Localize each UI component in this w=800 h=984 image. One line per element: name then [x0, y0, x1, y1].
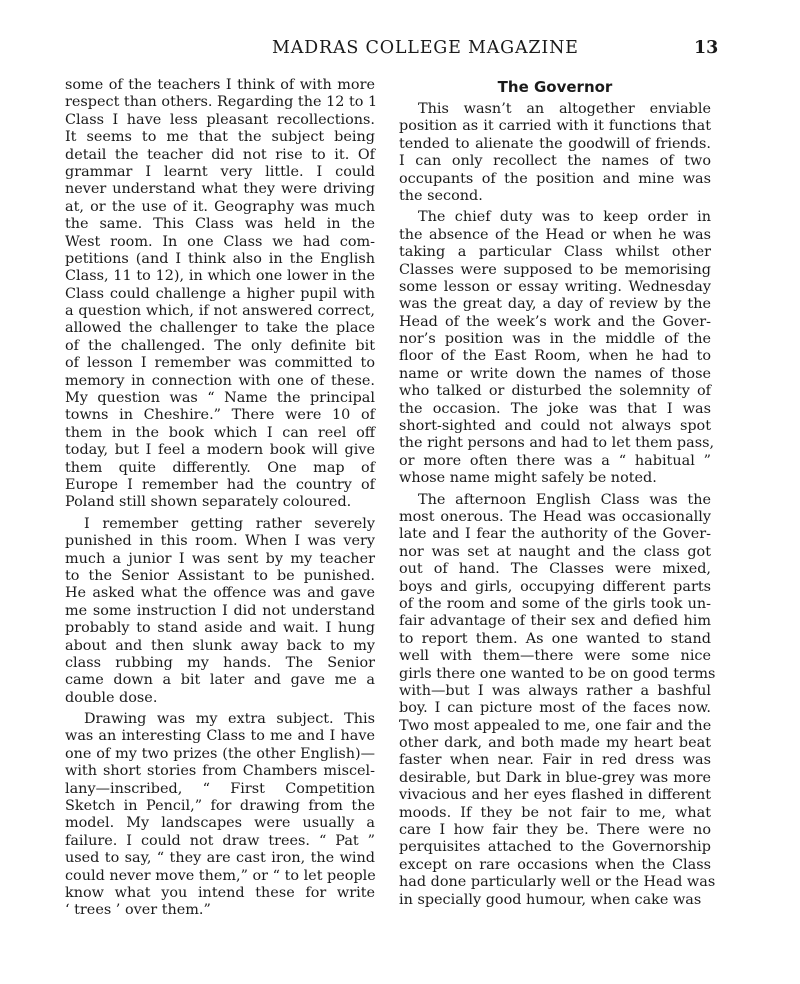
text-line: who talked or disturbed the solemnity of	[399, 383, 711, 400]
text-line: respect than others. Regarding the 12 to 1	[65, 94, 378, 111]
text-line: The chief duty was to keep order in	[418, 209, 711, 226]
text-line: Sketch in Pencil,” for drawing from the	[65, 798, 375, 815]
text-line: of lesson I remember was committed to	[65, 355, 375, 372]
text-line: nor was set at naught and the class got	[399, 543, 711, 560]
text-line: about and then slunk away back to my	[65, 637, 375, 654]
text-line: towns in Cheshire.” There were 10 of	[65, 407, 375, 424]
text-line: of the room and some of the girls took un-	[399, 595, 711, 612]
text-line: with—but I was always rather a bashful	[399, 682, 711, 699]
text-line: memory in connection with one of these.	[65, 372, 375, 389]
text-line: a question which, if not answered correct,	[65, 303, 375, 320]
text-line: taking a particular Class whilst other	[399, 244, 711, 261]
paragraph	[399, 209, 715, 487]
text-line: late and I fear the authority of the Gover-	[399, 526, 711, 543]
text-line: the right persons and had to let them pass,	[399, 435, 715, 452]
text-line: to report them. As one wanted to stand	[399, 630, 711, 647]
text-line: allowed the challenger to take the place	[65, 320, 375, 337]
text-line: with short stories from Chambers miscel-	[65, 763, 375, 780]
text-line: Poland still shown separately coloured.	[65, 494, 352, 511]
text-line: one of my two prizes (the other English)—	[65, 745, 375, 762]
paragraph	[65, 516, 375, 707]
text-line: position as it carried with it functions that	[399, 118, 711, 135]
left-column	[65, 77, 378, 920]
text-line: the absence of the Head or when he was	[399, 226, 711, 243]
text-line: girls there one wanted to be on good terms	[399, 665, 716, 682]
text-line: out of hand. The Classes were mixed,	[399, 561, 711, 578]
text-line: occupants of the position and mine was	[399, 170, 711, 187]
text-line: most onerous. The Head was occasionally	[399, 508, 711, 525]
text-line: was the great day, a day of review by the	[399, 296, 711, 313]
magazine-title: MADRAS COLLEGE MAGAZINE	[272, 38, 579, 58]
text-line: some of the teachers I think of with more	[65, 77, 375, 93]
text-line: care I how fair they be. There were no	[399, 822, 711, 839]
text-line: It seems to me that the subject being	[65, 129, 375, 146]
text-line: came down a bit later and gave me a	[65, 672, 375, 689]
text-line: model. My landscapes were usually a	[65, 815, 375, 832]
text-line: Drawing was my extra subject. This	[84, 711, 375, 728]
text-line: or more often there was a “ habitual ”	[399, 452, 711, 469]
text-line: know what you intend these for write	[65, 884, 375, 901]
text-line: ‘ trees ’ over them.”	[65, 902, 211, 919]
text-line: Class, 11 to 12), in which one lower in the	[65, 268, 375, 285]
text-line: boy. I can picture most of the faces now.	[399, 700, 711, 717]
text-line: except on rare occasions when the Class	[399, 856, 711, 873]
text-line: at, or the use of it. Geography was much	[65, 198, 375, 215]
page-number: 13	[694, 38, 719, 58]
text-line: faster when near. Fair in red dress was	[399, 752, 711, 769]
text-line: well with them—there were some nice	[399, 648, 711, 665]
text-line: never understand what they were driving	[65, 181, 375, 198]
text-line: I remember getting rather severely	[84, 515, 375, 532]
text-line: to the Senior Assistant to be punished.	[65, 567, 375, 584]
text-line: floor of the East Room, when he had to	[399, 348, 711, 365]
paragraph	[65, 77, 378, 512]
text-line: My question was “ Name the principal	[65, 390, 375, 407]
text-line: This wasn’t an altogether enviable	[418, 101, 711, 117]
text-line: whose name might safely be noted.	[399, 470, 657, 487]
text-line: grammar I learnt very little. I could	[65, 163, 375, 180]
text-line: Class could challenge a higher pupil with	[65, 285, 375, 302]
text-line: fair advantage of their sex and defied him	[399, 613, 711, 630]
text-line: much a junior I was sent by my teacher	[65, 550, 375, 567]
text-line: petitions (and I think also in the English	[65, 250, 375, 267]
text-line: boys and girls, occupying different parts	[399, 578, 711, 595]
text-line: double dose.	[65, 689, 158, 706]
text-line: He asked what the offence was and gave	[65, 585, 375, 602]
text-line: the same. This Class was held in the	[65, 216, 375, 233]
text-line: the second.	[399, 187, 483, 204]
text-line: Class I have less pleasant recollections.	[65, 111, 375, 128]
text-line: in specially good humour, when cake was	[399, 891, 702, 908]
text-line: used to say, “ they are cast iron, the wind	[65, 850, 375, 867]
text-line: short-sighted and could not always spot	[399, 418, 711, 435]
text-line: punished in this room. When I was very	[65, 533, 375, 550]
text-line: could never move them,” or “ to let people	[65, 867, 376, 884]
text-line: nor’s position was in the middle of the	[399, 331, 711, 348]
text-line: The afternoon English Class was the	[418, 491, 711, 508]
text-line: detail the teacher did not rise to it. Of	[65, 146, 375, 163]
text-line: class rubbing my hands. The Senior	[65, 654, 375, 671]
text-line: tended to alienate the goodwill of friends.	[399, 135, 711, 152]
text-line: them quite differently. One map of	[65, 459, 375, 476]
text-line: Classes were supposed to be memorising	[399, 261, 711, 278]
text-line: of the challenged. The only definite bit	[65, 337, 375, 354]
right-column	[399, 77, 716, 909]
text-line: other dark, and both made my heart beat	[399, 735, 711, 752]
text-line: West room. In one Class we had com-	[65, 233, 375, 250]
text-line: had done particularly well or the Head was	[399, 874, 716, 891]
paragraph	[399, 491, 716, 909]
text-line: me some instruction I did not understand	[65, 602, 375, 619]
text-line: desirable, but Dark in blue-grey was more	[399, 769, 711, 786]
text-line: probably to stand aside and wait. I hung	[65, 620, 375, 637]
text-line: the occasion. The joke was that I was	[399, 400, 711, 417]
paragraph	[65, 711, 375, 920]
text-line: name or write down the names of those	[399, 365, 711, 382]
text-line: Two most appealed to me, one fair and the	[399, 717, 712, 734]
text-line: lany—inscribed, “ First Competition	[65, 780, 375, 797]
text-line: them in the book which I can reel off	[65, 424, 375, 441]
section-heading: The Governor	[497, 78, 613, 96]
text-line: some lesson or essay writing. Wednesday	[399, 278, 711, 295]
text-line: failure. I could not draw trees. “ Pat ”	[65, 832, 375, 849]
text-line: vivacious and her eyes flashed in different	[399, 787, 711, 804]
running-head	[0, 38, 800, 68]
paragraph	[399, 101, 711, 205]
text-line: moods. If they be not fair to me, what	[399, 804, 711, 821]
text-line: Europe I remember had the country of	[65, 476, 375, 493]
text-line: Head of the week’s work and the Gover-	[399, 313, 711, 330]
text-line: was an interesting Class to me and I have	[65, 728, 375, 745]
text-line: perquisites attached to the Governorship	[399, 839, 711, 856]
text-line: I can only recollect the names of two	[399, 153, 711, 170]
text-line: today, but I feel a modern book will give	[65, 442, 375, 459]
